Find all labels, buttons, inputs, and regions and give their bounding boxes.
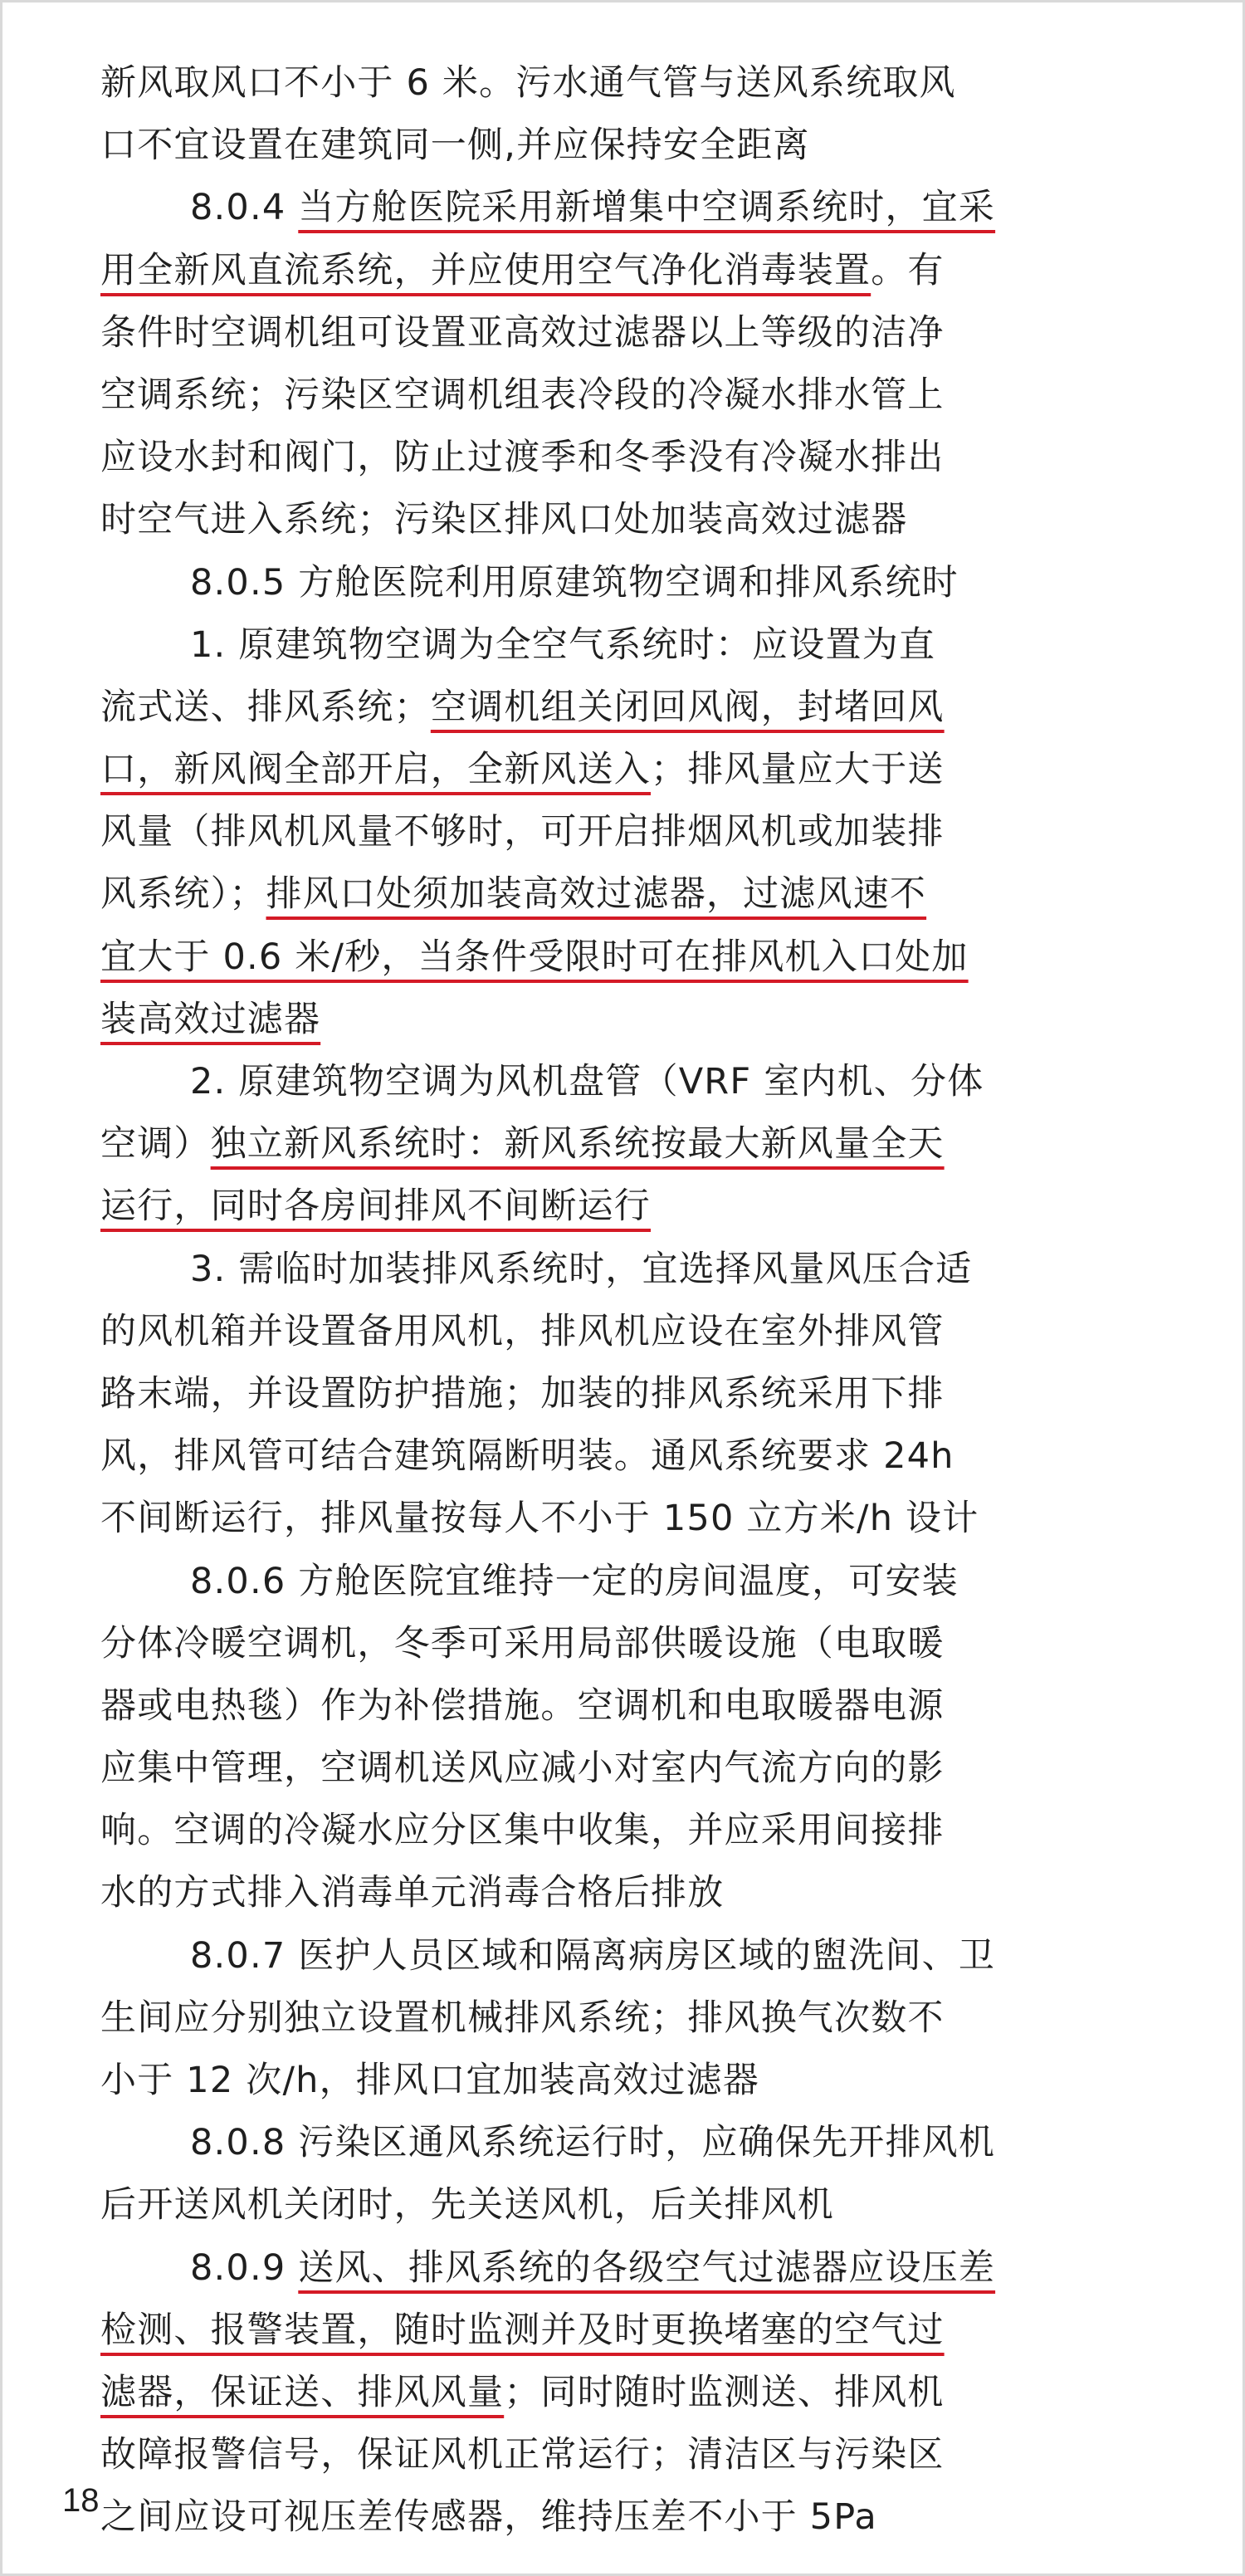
text-line <box>100 2362 1040 2424</box>
highlighted-text: 排风口处须加装高效过滤器，过滤风速不 <box>266 873 927 916</box>
text-line <box>100 677 1040 739</box>
text-line <box>100 177 1040 239</box>
text-segment: 8.0.9 <box>190 2246 299 2289</box>
text-segment: 流式送、排风系统； <box>100 686 431 728</box>
text-line <box>100 1675 1040 1738</box>
text-line <box>100 1551 1040 1613</box>
text-segment: 小于 12 次/h，排风口宜加装高效过滤器 <box>100 2060 759 2101</box>
text-segment: 应集中管理，空调机送风应减小对室内气流方向的影 <box>100 1747 945 1790</box>
text-segment: 8.0.7 医护人员区域和隔离病房区域的盥洗间、卫 <box>190 1934 996 1977</box>
text-segment: 故障报警信号，保证风机正常运行；清洁区与污染区 <box>100 2434 945 2476</box>
text-line <box>100 302 1040 364</box>
text-line <box>100 801 1040 863</box>
text-segment: 不间断运行，排风量按每人不小于 150 立方米/h 设计 <box>100 1498 979 1540</box>
text-line <box>100 1613 1040 1675</box>
text-line <box>100 1738 1040 1800</box>
text-segment: 响。空调的冷凝水应分区集中收集，并应采用间接排 <box>100 1810 945 1852</box>
text-line <box>100 614 1040 677</box>
text-line <box>100 1987 1040 2050</box>
text-segment: 8.0.5 方舱医院利用原建筑物空调和排风系统时 <box>190 561 959 604</box>
text-line <box>100 1425 1040 1488</box>
text-segment: 生间应分别独立设置机械排风系统；排风换气次数不 <box>100 1997 945 2039</box>
page-number: 18 <box>62 2482 100 2519</box>
text-line <box>100 2237 1040 2300</box>
text-segment: ；同时随时监测送、排风机 <box>504 2371 945 2413</box>
text-segment: 水的方式排入消毒单元消毒合格后排放 <box>100 1872 725 1914</box>
text-segment: 的风机箱并设置备用风机，排风机应设在室外排风管 <box>100 1310 945 1352</box>
text-segment: 应设水封和阀门，防止过渡季和冬季没有冷凝水排出 <box>100 437 945 479</box>
highlighted-text: 独立新风系统时：新风系统按最大新风量全天 <box>210 1123 945 1166</box>
text-segment: 风量（排风机风量不够时，可开启排烟风机或加装排 <box>100 811 945 853</box>
highlighted-text: 检测、报警装置，随时监测并及时更换堵塞的空气过 <box>100 2309 945 2351</box>
text-line <box>100 2300 1040 2362</box>
text-line <box>100 489 1040 551</box>
highlighted-text: 送风、排风系统的各级空气过滤器应设压差 <box>298 2246 996 2289</box>
text-segment: 之间应设可视压差传感器，维持压差不小于 5Pa <box>100 2496 877 2539</box>
text-line <box>100 863 1040 926</box>
text-line <box>100 52 1040 115</box>
text-segment: 路末端，并设置防护措施；加装的排风系统采用下排 <box>100 1372 945 1415</box>
highlighted-text: 空调机组关闭回风阀，封堵回风 <box>430 686 945 728</box>
text-line <box>100 240 1040 302</box>
text-line <box>100 2050 1040 2112</box>
text-line <box>100 1176 1040 1238</box>
text-segment: 口不宜设置在建筑同一侧,并应保持安全距离 <box>100 125 810 167</box>
text-line <box>100 1301 1040 1363</box>
text-line <box>100 1488 1040 1550</box>
highlighted-text: 宜大于 0.6 米/秒，当条件受限时可在排风机入口处加 <box>100 936 969 978</box>
text-segment: ；排风量应大于送 <box>651 749 945 791</box>
highlighted-text: 装高效过滤器 <box>100 998 321 1040</box>
text-line <box>100 926 1040 989</box>
text-segment: 空调系统；污染区空调机组表冷段的冷凝水排水管上 <box>100 374 945 416</box>
text-line <box>100 2486 1040 2549</box>
body-text <box>100 52 1040 2549</box>
text-line <box>100 1800 1040 1862</box>
text-line <box>100 989 1040 1051</box>
text-line <box>100 2112 1040 2174</box>
text-segment: 8.0.4 <box>190 187 299 229</box>
text-segment: 时空气进入系统；污染区排风口处加装高效过滤器 <box>100 499 908 541</box>
text-segment: 风，排风管可结合建筑隔断明装。通风系统要求 24h <box>100 1435 954 1478</box>
text-line <box>100 1925 1040 1987</box>
text-segment: 8.0.8 污染区通风系统运行时，应确保先开排风机 <box>190 2122 996 2164</box>
text-line <box>100 552 1040 614</box>
text-line <box>100 364 1040 427</box>
highlighted-text: 运行，同时各房间排风不间断运行 <box>100 1185 651 1228</box>
text-segment: 1. 原建筑物空调为全空气系统时：应设置为直 <box>190 623 936 666</box>
text-line <box>100 2424 1040 2486</box>
text-segment: 分体冷暖空调机，冬季可采用局部供暖设施（电取暖 <box>100 1622 945 1664</box>
text-line <box>100 427 1040 489</box>
text-line <box>100 1862 1040 1924</box>
text-line <box>100 1113 1040 1176</box>
text-line <box>100 739 1040 801</box>
text-segment: 8.0.6 方舱医院宜维持一定的房间温度，可安装 <box>190 1560 959 1602</box>
text-segment: 器或电热毯）作为补偿措施。空调机和电取暖器电源 <box>100 1684 945 1727</box>
text-line <box>100 1363 1040 1425</box>
text-line <box>100 1051 1040 1113</box>
text-segment: 新风取风口不小于 6 米。污水通气管与送风系统取风 <box>100 62 956 104</box>
text-segment: 3. 需临时加装排风系统时，宜选择风量风压合适 <box>190 1248 973 1290</box>
text-segment: 2. 原建筑物空调为风机盘管（VRF 室内机、分体 <box>190 1061 984 1102</box>
highlighted-text: 用全新风直流系统，并应使用空气净化消毒装置 <box>100 249 872 291</box>
text-line <box>100 1239 1040 1301</box>
text-segment: 。有 <box>871 249 945 291</box>
text-segment: 条件时空调机组可设置亚高效过滤器以上等级的洁净 <box>100 311 945 354</box>
highlighted-text: 当方舱医院采用新增集中空调系统时，宜采 <box>298 187 996 229</box>
text-line <box>100 115 1040 177</box>
text-segment: 后开送风机关闭时，先关送风机，后关排风机 <box>100 2184 834 2227</box>
text-segment: 风系统）； <box>100 873 266 916</box>
text-line <box>100 2174 1040 2236</box>
text-segment: 空调） <box>100 1123 211 1166</box>
highlighted-text: 口，新风阀全部开启，全新风送入 <box>100 749 651 791</box>
highlighted-text: 滤器，保证送、排风风量 <box>100 2371 505 2413</box>
